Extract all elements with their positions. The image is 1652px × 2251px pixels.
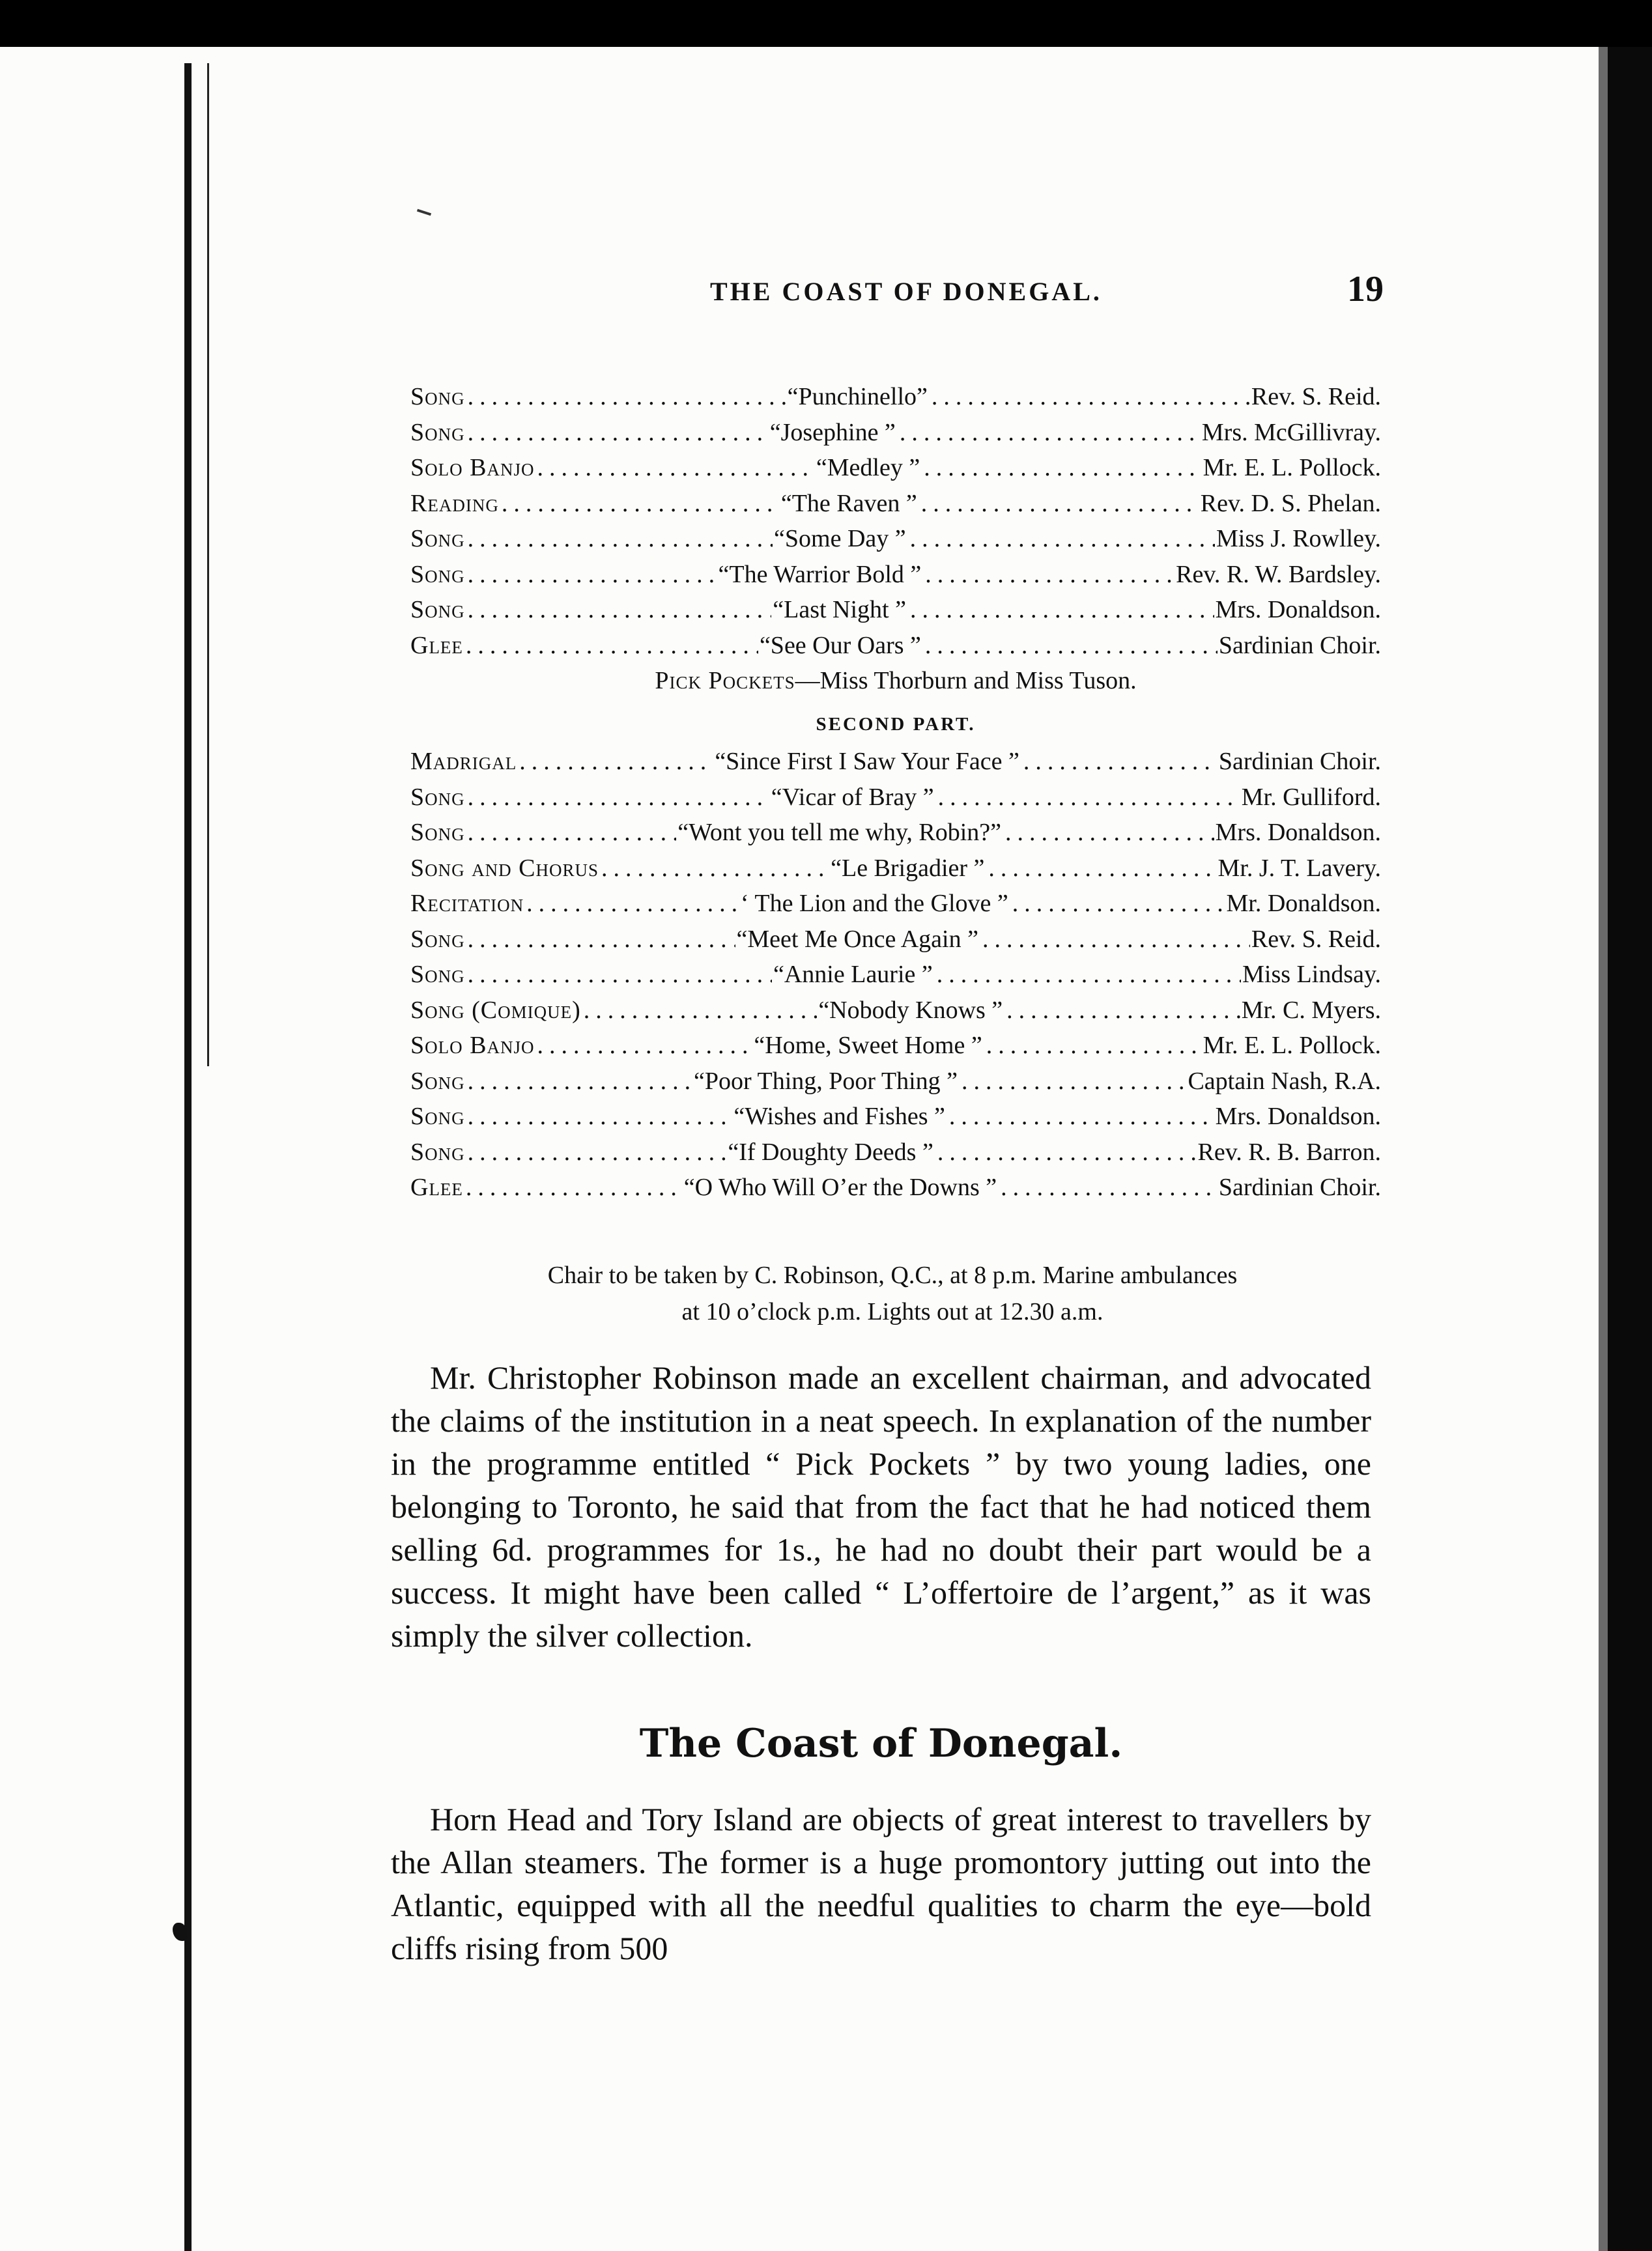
programme-title: ‘ The Lion and the Glove ” [740,890,1008,917]
programme-performer: Mr. Gulliford. [1241,783,1381,811]
programme-title: “Wont you tell me why, Robin?” [677,819,1002,846]
leader-dots [517,744,713,780]
programme-title: “See Our Oars ” [759,631,921,659]
second-part-list [410,744,1381,1206]
gutter-line [184,63,192,2251]
programme-performer: Sardinian Choir. [1218,748,1382,775]
programme-row [410,993,1381,1028]
programme-note [404,1257,1381,1330]
programme-title: “Punchinello” [787,383,928,410]
leader-dots [947,1099,1214,1135]
leader-dots [465,1099,733,1135]
leader-dots [935,1135,1197,1170]
programme-kind: Song [410,383,465,410]
stray-mark [417,209,431,216]
leader-dots [980,922,1250,957]
programme-kind: Song [410,560,465,588]
leader-dots [1003,815,1214,851]
programme-kind: Song and Chorus [410,854,599,882]
programme-kind: Solo Banjo [410,1032,535,1059]
pick-pockets-label: Pick Pockets [655,667,795,694]
leader-dots [907,521,1215,557]
programme-kind: Song [410,1103,465,1130]
programme-kind: Song [410,418,465,446]
programme-kind: Song [410,925,465,953]
pick-pockets-line [410,663,1381,698]
programme-row [410,486,1381,522]
concert-programme [410,379,1381,1206]
programme-performer: Mrs. McGillivray. [1201,418,1381,446]
leader-dots [929,379,1250,415]
programme-row [410,557,1381,593]
programme-title: “Poor Thing, Poor Thing ” [694,1067,958,1095]
programme-row [410,1099,1381,1135]
leader-dots [986,851,1216,886]
programme-performer: Rev. R. B. Barron. [1197,1138,1381,1166]
programme-row [410,415,1381,451]
leader-dots [465,557,717,593]
leader-dots [463,628,758,664]
programme-performer: Rev. S. Reid. [1251,925,1381,953]
body-paragraph-2 [391,1798,1371,1970]
body-paragraph-1 [391,1356,1371,1657]
leader-dots [1010,886,1225,922]
leader-dots [463,1170,683,1206]
section-heading: The Coast of Donegal. [639,1721,1123,1766]
programme-title: “The Raven ” [780,489,917,517]
leader-dots [465,780,770,815]
programme-performer: Mr. Donaldson. [1226,890,1381,917]
leader-dots [465,815,677,851]
leader-dots [534,1028,752,1064]
leader-dots [465,521,773,557]
programme-performer: Mrs. Donaldson. [1215,1103,1382,1130]
programme-row [410,851,1381,886]
programme-kind: Solo Banjo [410,454,535,481]
programme-performer: Mrs. Donaldson. [1215,596,1381,623]
programme-note-line-1: Chair to be taken by C. Robinson, Q.C., at 8 p.m. Marine ambulances [547,1262,1238,1289]
programme-performer: Miss J. Rowlley. [1216,525,1382,552]
leader-dots [465,415,769,451]
leader-dots [1021,744,1218,780]
programme-row [410,1064,1381,1099]
programme-performer: Mr. J. T. Lavery. [1218,854,1382,882]
programme-kind: Reading [410,489,499,517]
leader-dots [465,922,735,957]
programme-row [410,815,1381,851]
programme-row [410,922,1381,957]
leader-dots [922,557,1175,593]
programme-performer: Miss Lindsay. [1242,961,1382,988]
programme-title: “Home, Sweet Home ” [754,1032,982,1059]
programme-performer: Mr. E. L. Pollock. [1203,454,1381,481]
leader-dots [465,592,772,628]
programme-performer: Captain Nash, R.A. [1188,1067,1382,1095]
page-number: 19 [1347,269,1384,309]
leader-dots [524,886,739,922]
programme-title: “Le Brigadier ” [831,854,985,882]
leader-dots [465,379,786,415]
programme-performer: Mr. E. L. Pollock. [1203,1032,1381,1059]
leader-dots [465,1135,727,1170]
leader-dots [919,486,1199,522]
programme-row [410,450,1381,486]
leader-dots [1004,993,1240,1028]
programme-title: “Last Night ” [773,596,906,623]
programme-kind: Song [410,525,465,552]
programme-title: “O Who Will O’er the Downs ” [683,1174,997,1201]
leader-dots [934,957,1241,993]
leader-dots [599,851,829,886]
programme-row [410,379,1381,415]
leader-dots [998,1170,1218,1206]
book-page [0,47,1652,2251]
programme-title: “If Doughty Deeds ” [728,1138,933,1166]
programme-row [410,521,1381,557]
programme-performer: Sardinian Choir. [1218,1174,1381,1201]
leader-dots [499,486,780,522]
programme-kind: Song [410,1067,465,1095]
leader-dots [922,628,1218,664]
programme-title: “The Warrior Bold ” [718,560,922,588]
leader-dots [959,1064,1186,1099]
programme-row [410,1170,1381,1206]
programme-row [410,780,1381,815]
programme-title: “Josephine ” [769,418,896,446]
programme-kind: Song (Comique) [410,996,581,1024]
programme-kind: Song [410,596,465,623]
programme-title: “Meet Me Once Again ” [736,925,978,953]
programme-note-line-2: at 10 o’clock p.m. Lights out at 12.30 a.m. [681,1298,1104,1325]
programme-row [410,592,1381,628]
programme-row [410,886,1381,922]
programme-kind: Recitation [410,890,524,917]
first-part-list [410,379,1381,663]
programme-kind: Glee [410,631,463,659]
scan-border [1608,47,1652,2251]
paragraph-text: Mr. Christopher Robinson made an excellent chairman, and advocated the claims of the institution in a neat speech. In explanation of the number in the programme entitled “ Pick Pockets ” by two young ladies, one belonging to Toronto, he said that from the fact that he had noticed them selling 6d. programmes for 1s., he had no doubt their part would be a success. It might have been called “ L’offertoire de l’argent,” as it was simply the silver collection. [391,1359,1371,1654]
programme-title: “Medley ” [816,454,920,481]
programme-kind: Song [410,961,465,988]
programme-performer: Rev. S. Reid. [1251,383,1382,410]
leader-dots [465,1064,692,1099]
programme-performer: Mr. C. Myers. [1241,996,1381,1024]
programme-title: “Some Day ” [774,525,906,552]
programme-kind: Glee [410,1174,463,1201]
programme-row [410,957,1381,993]
paragraph-text: Horn Head and Tory Island are objects of great interest to travellers by the Allan steamers. The former is a huge promontory jutting out into the Atlantic, equipped with all the needful qualities to charm the eye—bold cliffs rising from 500 [391,1801,1371,1966]
leader-dots [581,993,818,1028]
gutter-ink-mark [173,1923,187,1941]
programme-kind: Song [410,783,465,811]
leader-dots [935,780,1240,815]
leader-dots [897,415,1201,451]
programme-title: “Annie Laurie ” [773,961,933,988]
gutter-shadow [207,63,209,1066]
running-head: THE COAST OF DONEGAL. [710,277,1102,306]
programme-performer: Mrs. Donaldson. [1215,819,1382,846]
leader-dots [465,957,772,993]
second-part-heading: SECOND PART. [816,714,976,735]
programme-performer: Rev. D. S. Phelan. [1200,489,1381,517]
programme-kind: Song [410,819,465,846]
programme-performer: Rev. R. W. Bardsley. [1176,560,1382,588]
programme-row [410,628,1381,664]
programme-title: “Vicar of Bray ” [771,783,934,811]
programme-title: “Since First I Saw Your Face ” [715,748,1019,775]
leader-dots [984,1028,1202,1064]
programme-row [410,1135,1381,1170]
leader-dots [907,592,1214,628]
leader-dots [534,450,814,486]
programme-performer: Sardinian Choir. [1218,631,1382,659]
leader-dots [921,450,1201,486]
pick-pockets-text: —Miss Thorburn and Miss Tuson. [795,667,1137,694]
programme-title: “Nobody Knows ” [818,996,1003,1024]
programme-title: “Wishes and Fishes ” [733,1103,945,1130]
programme-row [410,1028,1381,1064]
programme-kind: Madrigal [410,748,517,775]
programme-kind: Song [410,1138,465,1166]
page-edge-shadow [1599,47,1608,2251]
programme-row [410,744,1381,780]
